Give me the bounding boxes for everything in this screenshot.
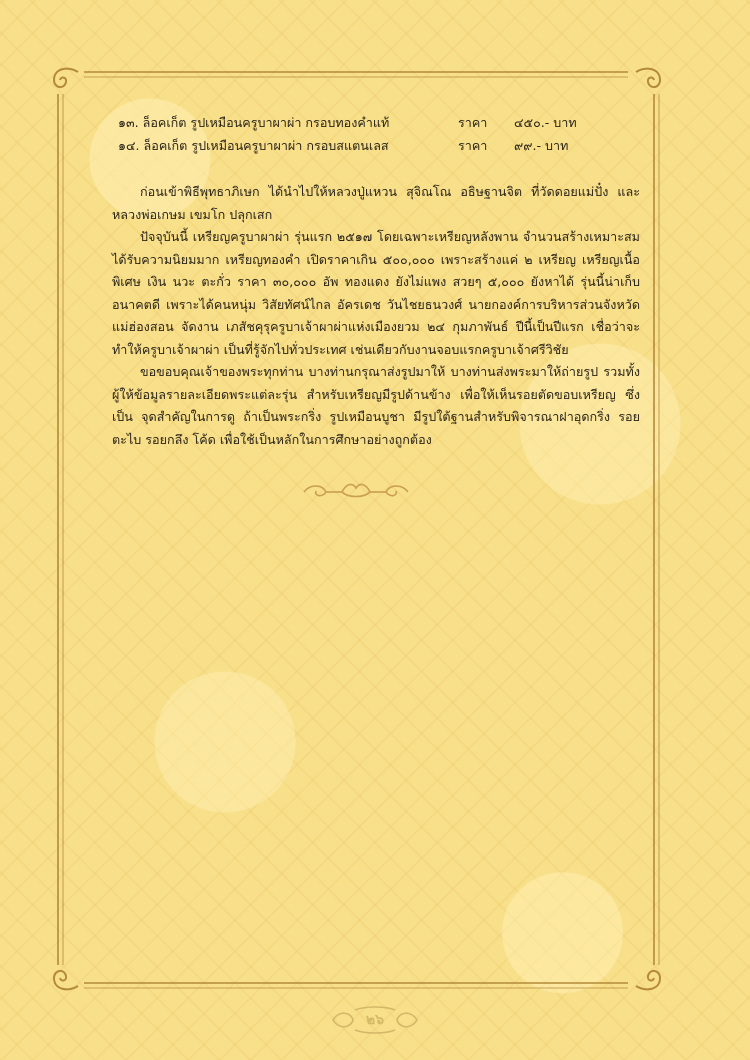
price-label: ราคา bbox=[458, 115, 488, 130]
page-number-text: ๒๖ bbox=[365, 1012, 385, 1028]
paragraph-acknowledgement: ขอขอบคุณเจ้าของพระทุกท่าน บางท่านกรุณาส่งรูปมาให้ บางท่านส่งพระมาให้ถ่ายรูป รวมทั้ง ผู้ให้ข้อมูลรายละเอียดพระแต่ละรุ่น สำหรับเหรียญมีรูปด้านข้าง เพื่อให้เห็นรอยตัดขอบเหรียญ ซึ่งเป็น จุดสำคัญในการดู ถ้าเป็นพระกริ่ง รูปเหมือนบูชา มีรูปใต้ฐานสำหรับพิจารณาฝาอุดกริ่ง รอยตะไบ รอยกลึง โค้ด เพื่อใช้เป็นหลักในการศึกษาอย่างถูกต้อง bbox=[112, 364, 640, 447]
price-row bbox=[112, 135, 640, 158]
divider-ornament-icon bbox=[300, 480, 412, 502]
price-item-name: ๑๓. ล็อคเก็ต รูปเหมือนครูบาผาผ่า กรอบทองคำแท้ bbox=[118, 115, 390, 130]
price-list bbox=[112, 112, 640, 157]
corner-scroll-icon bbox=[630, 962, 666, 994]
page-number bbox=[325, 1004, 425, 1036]
document-body bbox=[112, 112, 640, 451]
price-amount: ๔๕๐.- บาท bbox=[514, 115, 577, 130]
price-amount: ๙๙.- บาท bbox=[514, 137, 569, 153]
price-item-name: ๑๔. ล็อคเก็ต รูปเหมือนครูบาผาผ่า กรอบสแตนเลส bbox=[118, 137, 389, 153]
corner-scroll-icon bbox=[630, 64, 666, 96]
price-row bbox=[112, 112, 640, 135]
price-label: ราคา bbox=[458, 137, 488, 153]
paragraph-current-value: ปัจจุบันนี้ เหรียญครูบาผาผ่า รุ่นแรก ๒๕๑๗ โดยเฉพาะเหรียญหลังพาน จำนวนสร้างเหมาะสม ได้รับความนิยมมาก เหรียญทองคำ เปิดราคาเกิน ๕๐๐,๐๐๐ เพราะสร้างแค่ ๒ เหรียญ เหรียญเนื้อพิเศษ เงิน นวะ ตะกั่ว ราคา ๓๐,๐๐๐ อัพ ทองแดง ยังไม่แพง สวยๆ ๕,๐๐๐ ยังหาได้ รุ่นนี้น่าเก็บ อนาคตดี เพราะได้คนหนุ่ม วิสัยทัศน์ไกล อัครเดช วันไชยธนวงศ์ นายกองค์การบริหารส่วนจังหวัดแม่ฮ่องสอน จัดงาน เภสัชคุรุครูบาเจ้าผาผ่าแห่งเมืองยวม ๒๔ กุมภาพันธ์ ปีนี้เป็นปีแรก เชื่อว่าจะทำให้ครูบาเจ้าผาผ่า เป็นที่รู้จักไปทั่วประเทศ เช่นเดียวกับงานจอบแรกครูบาเจ้าศรีวิชัย bbox=[112, 229, 640, 357]
paragraph-consecration: ก่อนเข้าพิธีพุทธาภิเษก ได้นำไปให้หลวงปู่แหวน สุจิณโณ อธิษฐานจิต ที่วัดดอยแม่ปั๋ง และหลวงพ่อเกษม เขมโก ปลุกเสก bbox=[112, 184, 640, 222]
corner-scroll-icon bbox=[48, 962, 84, 994]
corner-scroll-icon bbox=[48, 64, 84, 96]
